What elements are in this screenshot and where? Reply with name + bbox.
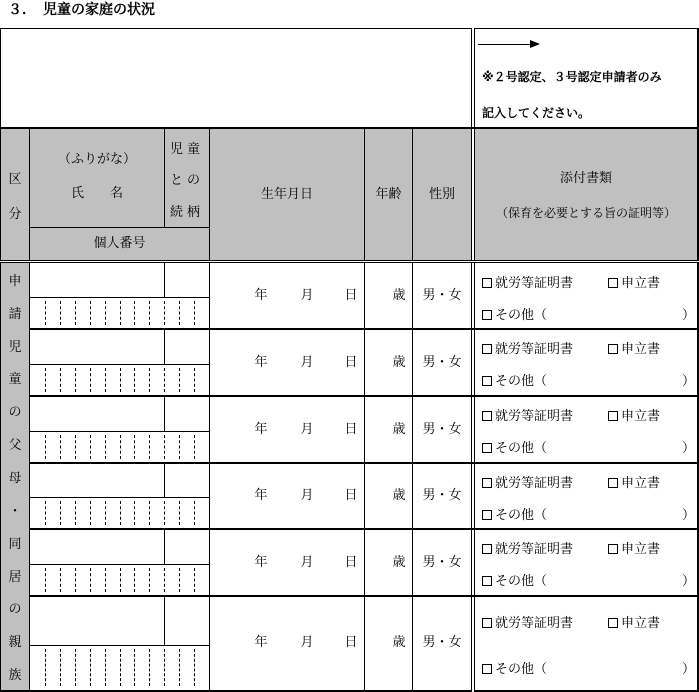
- name-relation-divider: [164, 529, 165, 564]
- doc-other[interactable]: [482, 437, 547, 456]
- sex-choice[interactable]: 男・女: [422, 288, 462, 304]
- doc-other-close: ）: [682, 308, 696, 323]
- name-input[interactable]: [31, 465, 163, 495]
- doc-other-close: ）: [682, 662, 696, 677]
- age-unit-label: 歳: [392, 635, 406, 651]
- day-label: 日: [344, 488, 358, 504]
- doc-label: 申立書: [621, 616, 661, 631]
- name-number-divider: [29, 564, 210, 565]
- doc-other[interactable]: [482, 570, 547, 589]
- doc-label: 申立書: [621, 342, 661, 357]
- name-relation-divider: [164, 396, 165, 431]
- year-label: 年: [254, 355, 268, 371]
- doc-other-close: ）: [682, 441, 696, 456]
- day-label: 日: [344, 555, 358, 571]
- checkbox-icon[interactable]: [482, 344, 492, 354]
- doc-work-cert[interactable]: [482, 538, 573, 557]
- year-label: 年: [254, 288, 268, 304]
- age-unit-label: 歳: [392, 288, 406, 304]
- mynumber-input[interactable]: [31, 433, 208, 461]
- checkbox-icon[interactable]: [482, 278, 492, 288]
- relation-input[interactable]: [166, 531, 208, 562]
- mynumber-header: 個人番号: [93, 236, 146, 252]
- doc-label: その他（: [495, 374, 548, 389]
- age-unit-label: 歳: [392, 488, 406, 504]
- doc-label: その他（: [495, 662, 548, 677]
- checkbox-icon[interactable]: [608, 344, 618, 354]
- doc-work-cert[interactable]: [482, 338, 573, 357]
- sex-choice[interactable]: 男・女: [422, 355, 462, 371]
- relation-input[interactable]: [166, 598, 208, 643]
- day-label: 日: [344, 422, 358, 438]
- arrow-line: [478, 44, 536, 45]
- doc-statement[interactable]: [608, 405, 660, 424]
- year-label: 年: [254, 635, 268, 651]
- doc-statement[interactable]: [608, 338, 660, 357]
- row-label-char: 居: [8, 569, 22, 585]
- age-unit-label: 歳: [392, 355, 406, 371]
- name-input[interactable]: [31, 598, 163, 643]
- doc-label: その他（: [495, 508, 548, 523]
- month-label: 月: [300, 488, 314, 504]
- month-label: 月: [300, 355, 314, 371]
- doc-label: 申立書: [621, 409, 661, 424]
- checkbox-icon[interactable]: [608, 278, 618, 288]
- category-char: 分: [8, 207, 22, 222]
- doc-statement[interactable]: [608, 472, 660, 491]
- doc-statement[interactable]: [608, 538, 660, 557]
- section-heading: ３． 児童の家庭の状況: [8, 2, 155, 18]
- checkbox-icon[interactable]: [482, 544, 492, 554]
- checkbox-icon[interactable]: [608, 618, 618, 628]
- row-divider: [29, 328, 699, 330]
- relation-input[interactable]: [166, 465, 208, 495]
- name-number-divider: [29, 364, 210, 365]
- name-number-divider: [29, 431, 210, 432]
- relation-input[interactable]: [166, 331, 208, 362]
- birthdate-header: 生年月日: [260, 186, 313, 202]
- name-relation-divider: [164, 596, 165, 645]
- sex-header: 性別: [428, 186, 455, 202]
- checkbox-icon[interactable]: [608, 478, 618, 488]
- month-label: 月: [300, 288, 314, 304]
- attach-header: 添付書類: [559, 171, 612, 187]
- doc-other[interactable]: [482, 658, 547, 677]
- row-divider: [29, 395, 699, 397]
- note-line-2: 記入してください。: [482, 106, 591, 120]
- doc-work-cert[interactable]: [482, 405, 573, 424]
- mynumber-input[interactable]: [31, 647, 208, 688]
- doc-work-cert[interactable]: [482, 612, 573, 631]
- doc-label: 申立書: [621, 276, 661, 291]
- checkbox-icon[interactable]: [482, 576, 492, 586]
- doc-statement[interactable]: [608, 272, 660, 291]
- row-label-char: 児: [8, 339, 22, 355]
- name-input[interactable]: [31, 331, 163, 362]
- name-input[interactable]: [31, 531, 163, 562]
- doc-work-cert[interactable]: [482, 272, 573, 291]
- checkbox-icon[interactable]: [482, 376, 492, 386]
- checkbox-icon[interactable]: [482, 411, 492, 421]
- row-label-char: の: [8, 405, 22, 421]
- sex-choice[interactable]: 男・女: [422, 555, 462, 571]
- attach-header-bg: [473, 129, 699, 260]
- doc-label: 申立書: [621, 542, 661, 557]
- mynumber-input[interactable]: [31, 566, 208, 594]
- name-header: 氏 名: [70, 186, 123, 202]
- note-line-1: ※２号認定、３号認定申請者のみ: [482, 70, 662, 84]
- age-unit-label: 歳: [392, 555, 406, 571]
- doc-label: 就労等証明書: [495, 476, 574, 491]
- relation-line: との: [169, 173, 204, 189]
- doc-other[interactable]: [482, 370, 547, 389]
- day-label: 日: [344, 288, 358, 304]
- row-label-column: [1, 263, 29, 690]
- name-input[interactable]: [31, 398, 163, 429]
- furigana-header: （ふりがな）: [57, 152, 136, 168]
- row-label-char: 父: [8, 438, 22, 454]
- month-label: 月: [300, 635, 314, 651]
- doc-label: その他（: [495, 574, 548, 589]
- row-label-char: 親: [8, 635, 22, 651]
- category-header: [1, 160, 29, 230]
- row-label-char: の: [8, 602, 22, 618]
- doc-other[interactable]: [482, 504, 547, 523]
- checkbox-icon[interactable]: [482, 443, 492, 453]
- row-label-char: 請: [8, 306, 22, 322]
- row-label-char: 申: [8, 273, 22, 289]
- day-label: 日: [344, 635, 358, 651]
- row-label-char: 族: [8, 668, 22, 684]
- attach-subheader: （保育を必要とする旨の証明等）: [495, 205, 676, 220]
- relation-header: [165, 132, 209, 226]
- row-divider: [29, 595, 699, 597]
- row-label-char: 同: [8, 536, 22, 552]
- checkbox-icon[interactable]: [608, 544, 618, 554]
- name-number-divider: [29, 645, 210, 646]
- doc-statement[interactable]: [608, 612, 660, 631]
- doc-label: 就労等証明書: [495, 276, 574, 291]
- name-number-divider: [29, 297, 210, 298]
- category-char: 区: [8, 172, 22, 187]
- doc-label: 就労等証明書: [495, 409, 574, 424]
- doc-other[interactable]: [482, 304, 547, 323]
- doc-label: 就労等証明書: [495, 342, 574, 357]
- checkbox-icon[interactable]: [482, 510, 492, 520]
- name-number-divider: [29, 497, 210, 498]
- row-label-char: ・: [8, 503, 22, 519]
- name-relation-divider: [164, 263, 165, 297]
- name-relation-divider: [164, 329, 165, 364]
- row-divider: [29, 528, 699, 530]
- doc-label: その他（: [495, 441, 548, 456]
- checkbox-icon[interactable]: [482, 310, 492, 320]
- relation-input[interactable]: [166, 265, 208, 295]
- checkbox-icon[interactable]: [608, 411, 618, 421]
- mynumber-input[interactable]: [31, 499, 208, 527]
- arrow-head-icon: [530, 40, 540, 48]
- doc-label: 就労等証明書: [495, 616, 574, 631]
- doc-other-close: ）: [682, 574, 696, 589]
- relation-line: 児童: [169, 142, 204, 158]
- row-label-char: 童: [8, 372, 22, 388]
- mynumber-input[interactable]: [31, 366, 208, 394]
- relation-line: 続柄: [169, 204, 204, 220]
- row-divider: [29, 462, 699, 464]
- month-label: 月: [300, 422, 314, 438]
- checkbox-icon[interactable]: [482, 618, 492, 628]
- year-label: 年: [254, 555, 268, 571]
- name-input[interactable]: [31, 265, 163, 295]
- doc-label: その他（: [495, 308, 548, 323]
- checkbox-icon[interactable]: [482, 664, 492, 674]
- name-relation-divider: [164, 463, 165, 497]
- doc-work-cert[interactable]: [482, 472, 573, 491]
- sex-choice[interactable]: 男・女: [422, 422, 462, 438]
- day-label: 日: [344, 355, 358, 371]
- year-label: 年: [254, 488, 268, 504]
- checkbox-icon[interactable]: [482, 478, 492, 488]
- month-label: 月: [300, 555, 314, 571]
- age-header: 年齢: [375, 186, 402, 202]
- doc-other-close: ）: [682, 508, 696, 523]
- doc-other-close: ）: [682, 374, 696, 389]
- sex-choice[interactable]: 男・女: [422, 488, 462, 504]
- doc-label: 就労等証明書: [495, 542, 574, 557]
- age-unit-label: 歳: [392, 422, 406, 438]
- mynumber-input[interactable]: [31, 299, 208, 327]
- doc-label: 申立書: [621, 476, 661, 491]
- relation-input[interactable]: [166, 398, 208, 429]
- row-label-char: 母: [8, 470, 22, 486]
- year-label: 年: [254, 422, 268, 438]
- sex-choice[interactable]: 男・女: [422, 635, 462, 651]
